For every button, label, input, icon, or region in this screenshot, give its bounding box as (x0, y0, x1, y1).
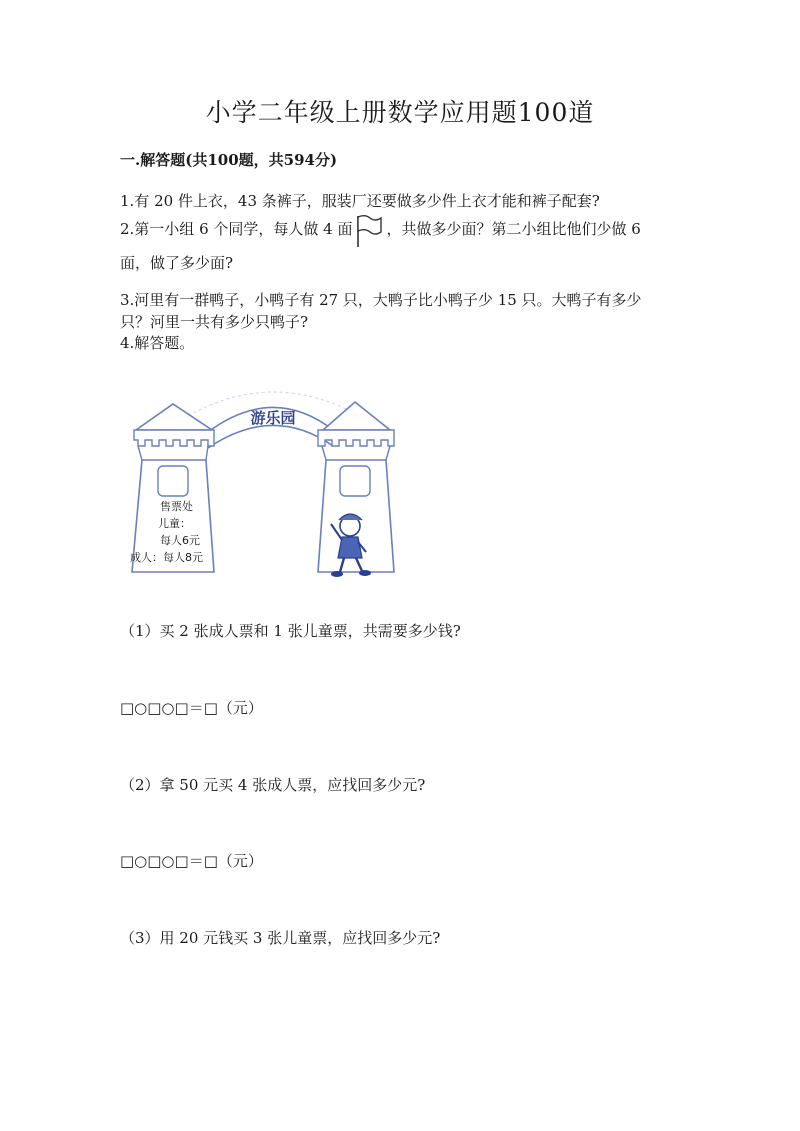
flag-icon (354, 214, 384, 252)
adult-ticket-price: 成人：每人8元 (130, 551, 203, 564)
park-sign: 游乐园 (250, 409, 296, 427)
question-1: 1.有 20 件上衣，43 条裤子，服装厂还要做多少件上衣才能和裤子配套? (120, 192, 600, 210)
section-heading: 一.解答题(共100题，共594分) (120, 151, 338, 169)
question-2-continued: 面，做了多少面? (120, 254, 234, 272)
question-3-line-1: 3.河里有一群鸭子，小鸭子有 27 只，大鸭子比小鸭子少 15 只。大鸭子有多少 (120, 291, 642, 309)
subquestion-2: （2）拿 50 元买 4 张成人票，应找回多少元? (120, 776, 426, 794)
question-2 (120, 214, 641, 252)
subquestion-2-formula: □○□○□＝□（元） (120, 852, 263, 870)
question-4: 4.解答题。 (120, 334, 195, 352)
amusement-park-gate-illustration (128, 390, 418, 580)
question-2-part-2: ，共做多少面？第二小组比他们少做 6 (386, 220, 641, 238)
page-title: 小学二年级上册数学应用题100道 (205, 98, 595, 127)
question-3-line-2: 只？河里一共有多少只鸭子? (120, 313, 309, 331)
subquestion-1-formula: □○□○□＝□（元） (120, 699, 263, 717)
ticket-office-label: 售票处 (160, 500, 193, 513)
child-ticket-label: 儿童： (158, 517, 191, 530)
child-ticket-price: 每人6元 (160, 534, 200, 547)
question-2-part-1: 2.第一小组 6 个同学，每人做 4 面 (120, 220, 353, 238)
subquestion-1: （1）买 2 张成人票和 1 张儿童票，共需要多少钱? (120, 622, 461, 640)
subquestion-3: （3）用 20 元钱买 3 张儿童票，应找回多少元? (120, 929, 441, 947)
